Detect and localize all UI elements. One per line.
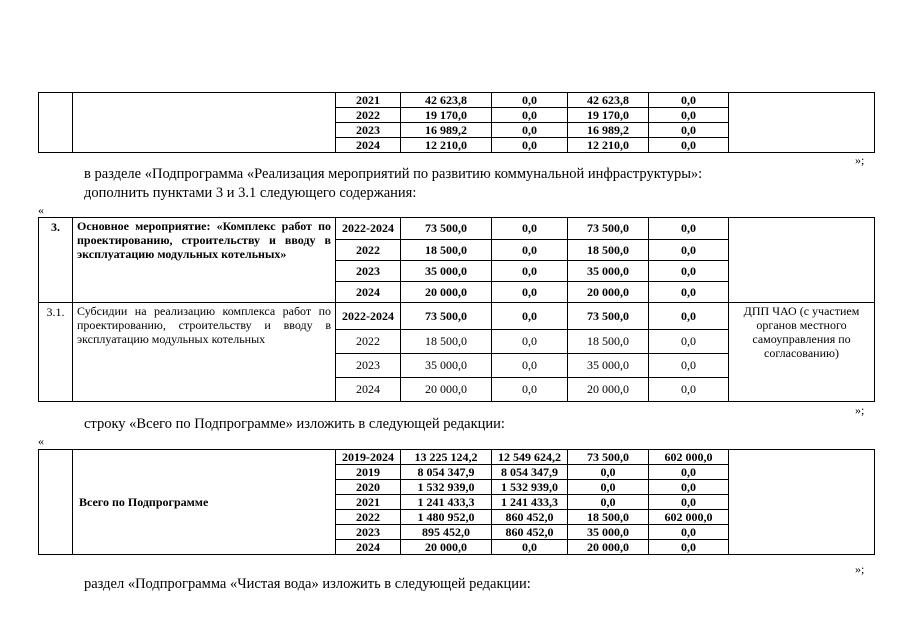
name-cell (73, 93, 336, 153)
item-number: 3. (39, 218, 73, 303)
value-cell: 0,0 (649, 138, 729, 153)
year-cell: 2024 (336, 540, 401, 555)
value-cell: 35 000,0 (568, 261, 649, 282)
executor-cell: ДПП ЧАО (с участием органов местного самоуправления по согласованию) (729, 303, 875, 402)
value-cell: 73 500,0 (401, 218, 492, 240)
value-cell: 1 241 433,3 (401, 495, 492, 510)
value-cell: 0,0 (492, 218, 568, 240)
year-cell: 2022 (336, 240, 401, 261)
value-cell: 0,0 (492, 540, 568, 555)
value-cell: 0,0 (649, 282, 729, 303)
value-cell: 20 000,0 (401, 540, 492, 555)
value-cell: 18 500,0 (568, 330, 649, 354)
table-3 (38, 449, 875, 555)
value-cell: 0,0 (649, 480, 729, 495)
value-cell: 35 000,0 (568, 525, 649, 540)
value-cell: 0,0 (649, 218, 729, 240)
open-quote: « (38, 203, 44, 217)
year-cell: 2021 (336, 495, 401, 510)
value-cell: 602 000,0 (649, 510, 729, 525)
value-cell: 13 225 124,2 (401, 450, 492, 465)
year-cell: 2024 (336, 138, 401, 153)
value-cell: 1 480 952,0 (401, 510, 492, 525)
year-cell: 2019 (336, 465, 401, 480)
year-cell: 2023 (336, 123, 401, 138)
paragraph: строку «Всего по Подпрограмме» изложить в следующей редакции: (84, 416, 505, 432)
value-cell: 18 500,0 (401, 330, 492, 354)
executor-cell (729, 93, 875, 153)
value-cell: 0,0 (649, 540, 729, 555)
total-label: Всего по Подпрограмме (73, 450, 336, 555)
table-2 (38, 217, 875, 402)
value-cell: 1 532 939,0 (401, 480, 492, 495)
value-cell: 73 500,0 (568, 450, 649, 465)
num-cell (39, 450, 73, 555)
value-cell: 73 500,0 (568, 303, 649, 330)
paragraph: дополнить пунктами 3 и 3.1 следующего содержания: (84, 185, 417, 201)
value-cell: 0,0 (492, 138, 568, 153)
value-cell: 0,0 (492, 354, 568, 378)
paragraph: раздел «Подпрограмма «Чистая вода» изложить в следующей редакции: (84, 576, 531, 592)
value-cell: 0,0 (492, 330, 568, 354)
value-cell: 12 210,0 (401, 138, 492, 153)
value-cell: 0,0 (649, 378, 729, 402)
close-quote: »; (855, 403, 865, 417)
value-cell: 12 549 624,2 (492, 450, 568, 465)
value-cell: 0,0 (492, 378, 568, 402)
value-cell: 19 170,0 (568, 108, 649, 123)
value-cell: 20 000,0 (568, 378, 649, 402)
value-cell: 20 000,0 (401, 378, 492, 402)
executor-cell (729, 450, 875, 555)
value-cell: 0,0 (492, 93, 568, 108)
value-cell: 602 000,0 (649, 450, 729, 465)
value-cell: 895 452,0 (401, 525, 492, 540)
item-number: 3.1. (39, 303, 73, 402)
value-cell: 0,0 (649, 240, 729, 261)
value-cell: 0,0 (649, 354, 729, 378)
value-cell: 0,0 (568, 480, 649, 495)
value-cell: 8 054 347,9 (401, 465, 492, 480)
year-cell: 2024 (336, 282, 401, 303)
value-cell: 73 500,0 (568, 218, 649, 240)
close-quote: »; (855, 562, 865, 576)
year-cell: 2023 (336, 525, 401, 540)
value-cell: 16 989,2 (568, 123, 649, 138)
year-cell: 2022-2024 (336, 303, 401, 330)
value-cell: 0,0 (649, 525, 729, 540)
value-cell: 18 500,0 (568, 240, 649, 261)
item-name: Основное мероприятие: «Комплекс работ по проектированию, строительству и вводу в эксплуатацию модульных котельных» (73, 218, 336, 303)
value-cell: 1 532 939,0 (492, 480, 568, 495)
close-quote: »; (855, 153, 865, 167)
year-cell: 2022 (336, 108, 401, 123)
year-cell: 2022-2024 (336, 218, 401, 240)
open-quote: « (38, 434, 44, 448)
year-cell: 2021 (336, 93, 401, 108)
value-cell: 0,0 (568, 495, 649, 510)
value-cell: 35 000,0 (401, 354, 492, 378)
value-cell: 35 000,0 (568, 354, 649, 378)
num-cell (39, 93, 73, 153)
year-cell: 2019-2024 (336, 450, 401, 465)
table-row (39, 218, 875, 240)
value-cell: 16 989,2 (401, 123, 492, 138)
value-cell: 0,0 (649, 93, 729, 108)
value-cell: 1 241 433,3 (492, 495, 568, 510)
value-cell: 73 500,0 (401, 303, 492, 330)
value-cell: 0,0 (492, 240, 568, 261)
value-cell: 0,0 (492, 282, 568, 303)
value-cell: 20 000,0 (401, 282, 492, 303)
item-name: Субсидии на реализацию комплекса работ по проектированию, строительству и вводу в эксплуатацию модульных котельных (73, 303, 336, 402)
value-cell: 860 452,0 (492, 510, 568, 525)
value-cell: 0,0 (492, 123, 568, 138)
value-cell: 12 210,0 (568, 138, 649, 153)
value-cell: 35 000,0 (401, 261, 492, 282)
value-cell: 42 623,8 (401, 93, 492, 108)
value-cell: 20 000,0 (568, 282, 649, 303)
value-cell: 0,0 (649, 261, 729, 282)
year-cell: 2023 (336, 354, 401, 378)
value-cell: 42 623,8 (568, 93, 649, 108)
value-cell: 0,0 (649, 495, 729, 510)
value-cell: 20 000,0 (568, 540, 649, 555)
value-cell: 860 452,0 (492, 525, 568, 540)
value-cell: 19 170,0 (401, 108, 492, 123)
value-cell: 0,0 (492, 303, 568, 330)
value-cell: 18 500,0 (401, 240, 492, 261)
year-cell: 2024 (336, 378, 401, 402)
value-cell: 0,0 (568, 465, 649, 480)
value-cell: 18 500,0 (568, 510, 649, 525)
year-cell: 2023 (336, 261, 401, 282)
paragraph: в разделе «Подпрограмма «Реализация мероприятий по развитию коммунальной инфраструктуры»: (84, 166, 703, 182)
value-cell: 0,0 (492, 261, 568, 282)
table-row (39, 450, 875, 465)
value-cell: 0,0 (492, 108, 568, 123)
value-cell: 0,0 (649, 465, 729, 480)
table-1 (38, 92, 875, 153)
value-cell: 0,0 (649, 330, 729, 354)
value-cell: 0,0 (649, 303, 729, 330)
table-row (39, 93, 875, 108)
value-cell: 8 054 347,9 (492, 465, 568, 480)
year-cell: 2022 (336, 510, 401, 525)
year-cell: 2020 (336, 480, 401, 495)
value-cell: 0,0 (649, 123, 729, 138)
year-cell: 2022 (336, 330, 401, 354)
table-row (39, 303, 875, 330)
value-cell: 0,0 (649, 108, 729, 123)
executor-cell (729, 218, 875, 303)
